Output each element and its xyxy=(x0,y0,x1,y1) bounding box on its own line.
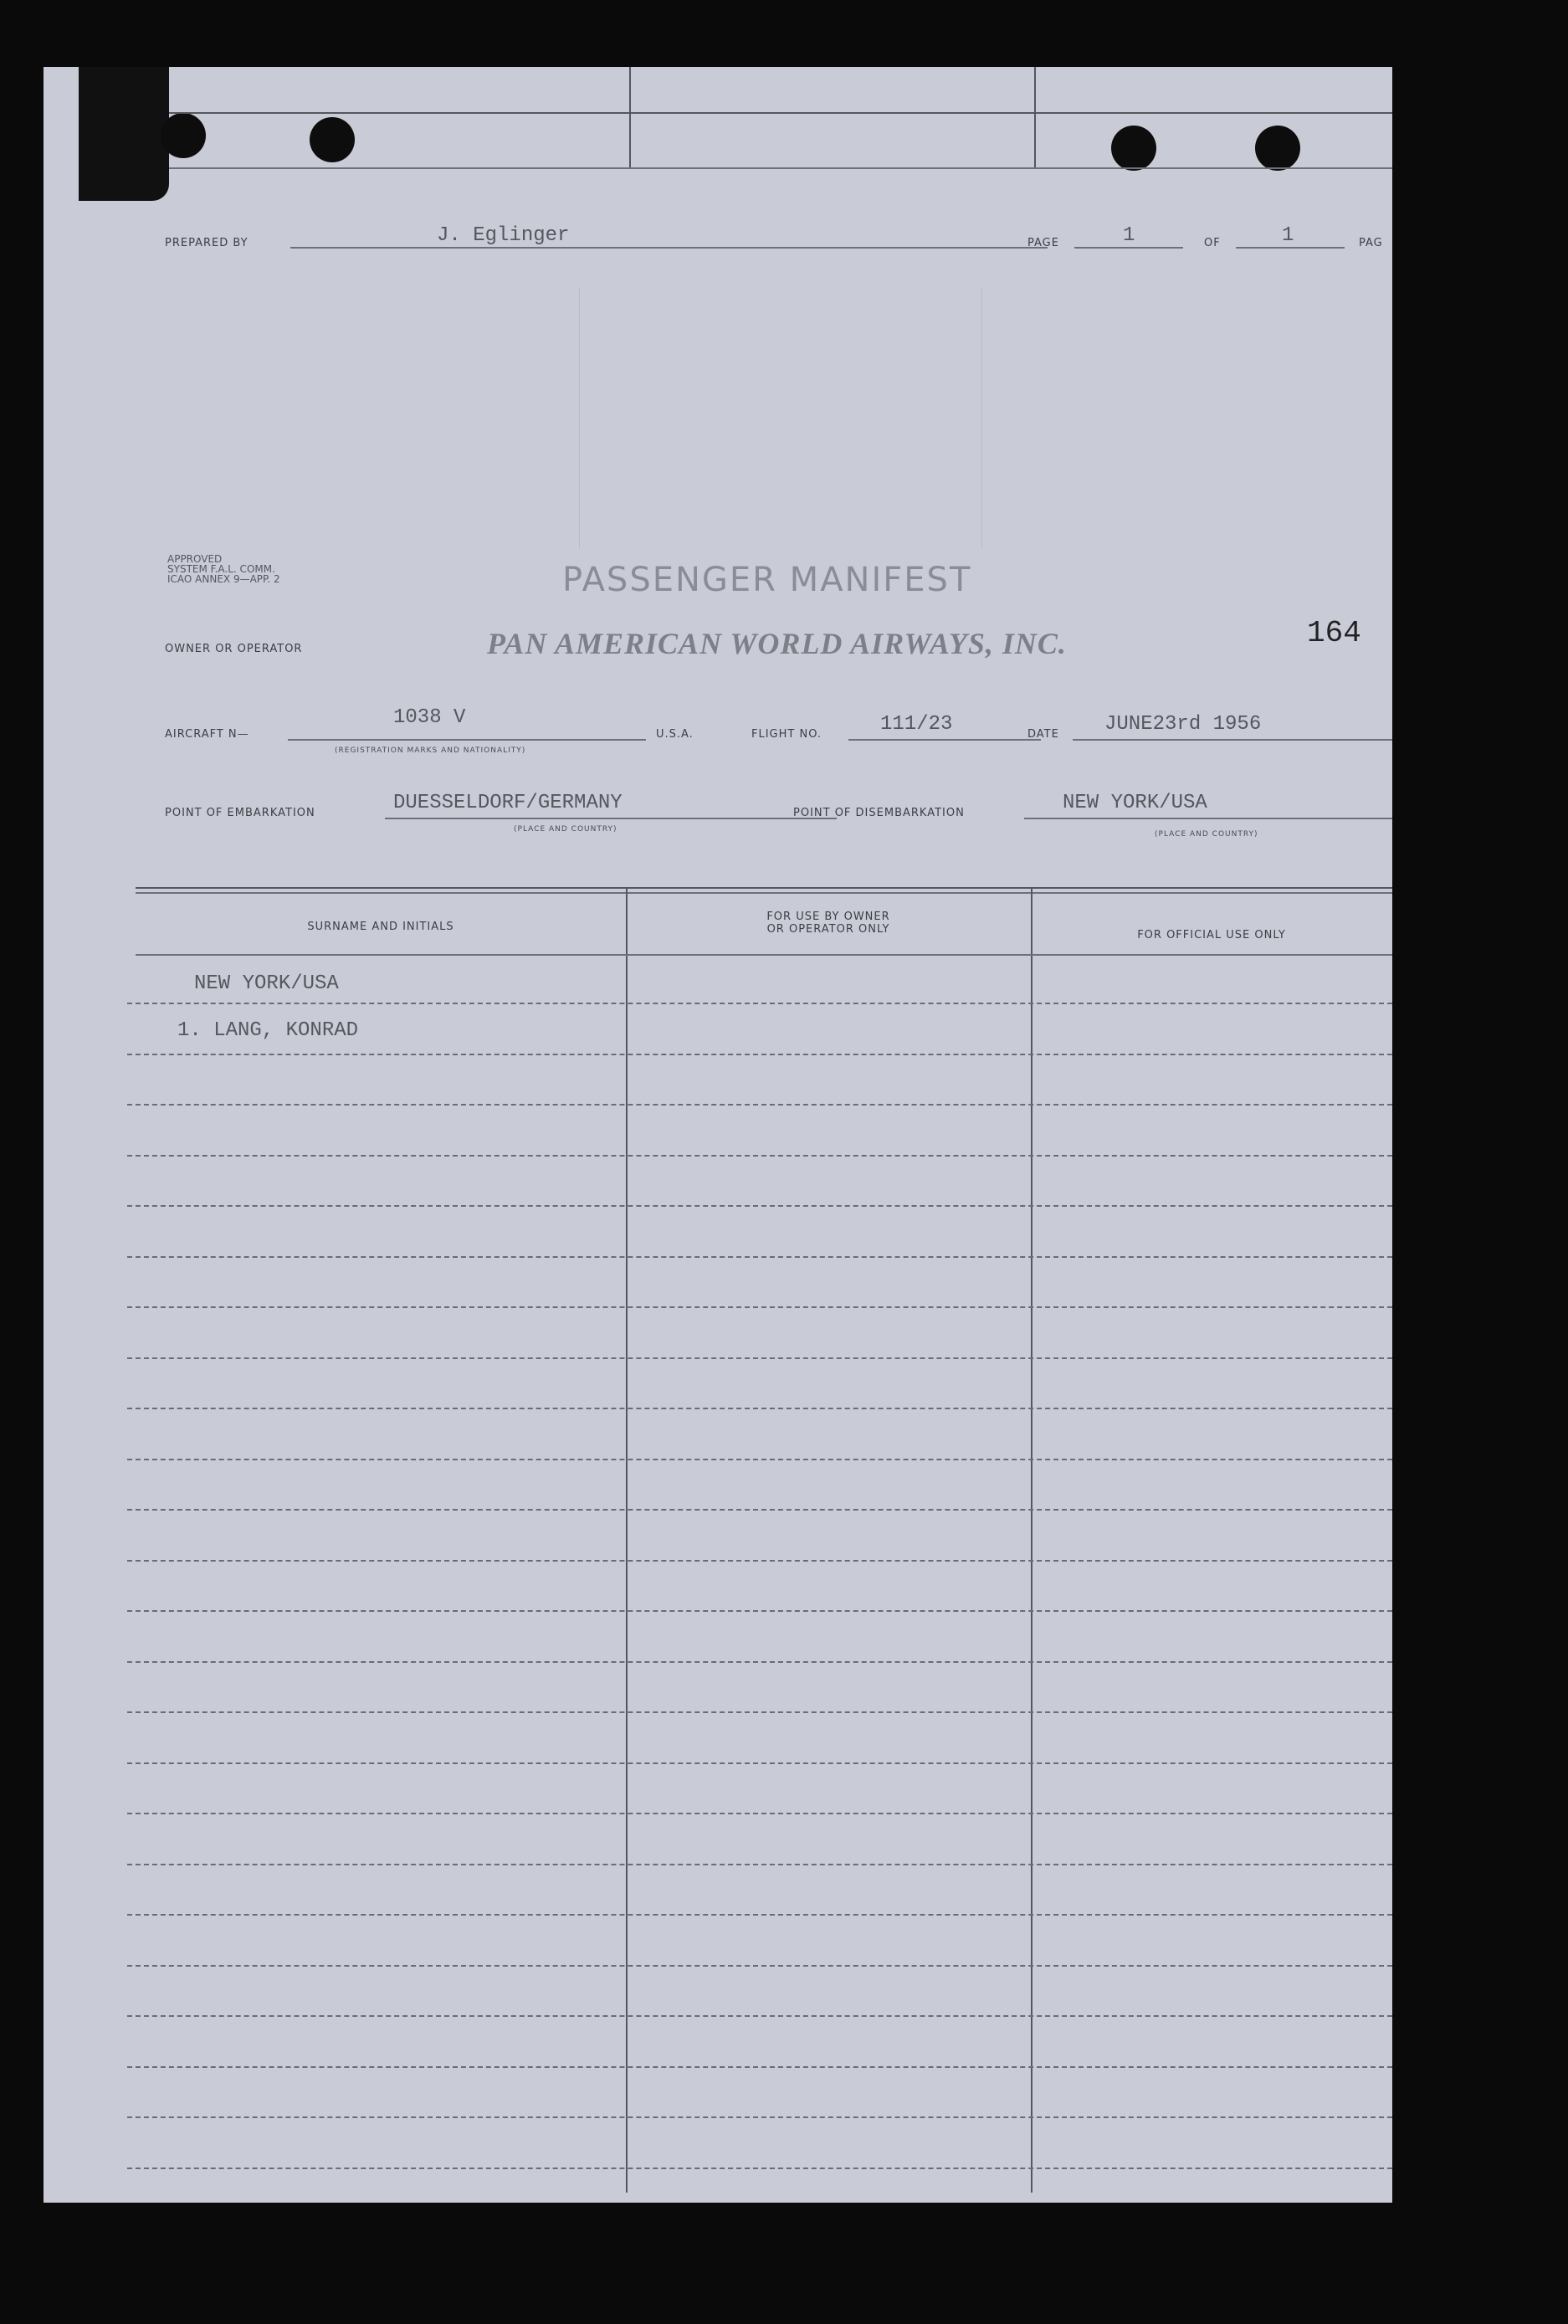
surname-header: SURNAME AND INITIALS xyxy=(307,921,454,933)
flight-label: FLIGHT NO. xyxy=(751,728,822,741)
list-item: 1. LANG, KONRAD xyxy=(177,1019,359,1042)
owner-label: OWNER OR OPERATOR xyxy=(165,643,303,655)
date-line xyxy=(1073,739,1392,741)
registration-note: (REGISTRATION MARKS AND NATIONALITY) xyxy=(335,746,526,755)
aircraft-label: AIRCRAFT N— xyxy=(165,728,249,741)
embarkation-line xyxy=(385,818,837,819)
table-row-rule xyxy=(127,2168,1392,2169)
disembarkation-line xyxy=(1024,818,1392,819)
top-rule xyxy=(169,112,1392,114)
manifest-sheet xyxy=(44,67,1392,2203)
table-row-rule xyxy=(127,1661,1392,1663)
punch-hole xyxy=(1111,126,1156,171)
table-top-rule xyxy=(136,892,1392,894)
prepared-by-label: PREPARED BY xyxy=(165,237,249,249)
table-row-rule xyxy=(127,2116,1392,2118)
official-use-header: FOR OFFICIAL USE ONLY xyxy=(1137,929,1286,941)
table-row-rule xyxy=(127,1155,1392,1157)
approved-note: APPROVED SYSTEM F.A.L. COMM. ICAO ANNEX 9—APP. 2 xyxy=(167,553,280,585)
aircraft-line xyxy=(288,739,646,741)
header-rule xyxy=(136,954,1392,956)
country-label: U.S.A. xyxy=(656,728,694,741)
punch-hole xyxy=(310,117,355,162)
table-row-rule xyxy=(127,1509,1392,1511)
pages-label: PAG xyxy=(1359,237,1383,249)
owner-use-header: FOR USE BY OWNER OR OPERATOR ONLY xyxy=(766,911,890,936)
form-title: PASSENGER MANIFEST xyxy=(562,561,972,599)
table-top-rule xyxy=(136,887,1392,889)
table-row-rule xyxy=(127,1813,1392,1814)
of-value: 1 xyxy=(1282,224,1294,247)
flight-value: 111/23 xyxy=(880,713,953,736)
operator-name: PAN AMERICAN WORLD AIRWAYS, INC. xyxy=(487,627,1067,660)
of-label: OF xyxy=(1204,237,1221,249)
table-row-rule xyxy=(127,1104,1392,1106)
embarkation-value: DUESSELDORF/GERMANY xyxy=(393,792,623,814)
prepared-by-value: J. Eglinger xyxy=(437,224,570,247)
table-row-rule xyxy=(127,1864,1392,1865)
date-value: JUNE23rd 1956 xyxy=(1104,713,1262,736)
top-rule xyxy=(169,167,1392,169)
aircraft-value: 1038 V xyxy=(393,706,466,729)
stub-divider xyxy=(1034,67,1036,167)
table-row-rule xyxy=(127,1762,1392,1764)
prepared-by-line xyxy=(290,247,1048,249)
table-row-rule xyxy=(127,2015,1392,2017)
disembarkation-label: POINT OF DISEMBARKATION xyxy=(793,807,965,819)
table-row-rule xyxy=(127,1711,1392,1713)
punch-hole xyxy=(161,113,206,158)
table-row-rule xyxy=(127,1408,1392,1409)
disembarkation-value: NEW YORK/USA xyxy=(1063,792,1207,814)
of-line xyxy=(1236,247,1345,249)
table-row-rule xyxy=(127,1965,1392,1967)
table-divider-1 xyxy=(626,887,628,2193)
table-row-rule xyxy=(127,1560,1392,1562)
list-item: NEW YORK/USA xyxy=(194,972,339,995)
table-row-rule xyxy=(127,1256,1392,1258)
table-row-rule xyxy=(127,1357,1392,1359)
stamp-number: 164 xyxy=(1307,616,1361,650)
table-row-rule xyxy=(127,1205,1392,1207)
faded-stamp-area xyxy=(579,289,982,548)
disembarkation-note: (PLACE AND COUNTRY) xyxy=(1155,830,1258,839)
table-row-rule xyxy=(127,1306,1392,1308)
stub-divider xyxy=(629,67,631,167)
table-divider-2 xyxy=(1031,887,1033,2193)
date-label: DATE xyxy=(1027,728,1059,741)
table-row-rule xyxy=(127,1610,1392,1612)
table-row-rule xyxy=(127,1003,1392,1004)
table-row-rule xyxy=(127,2066,1392,2068)
embarkation-label: POINT OF EMBARKATION xyxy=(165,807,315,819)
page-label: PAGE xyxy=(1027,237,1059,249)
table-row-rule xyxy=(127,1054,1392,1055)
page-value: 1 xyxy=(1123,224,1135,247)
flight-line xyxy=(848,739,1041,741)
torn-corner xyxy=(79,67,169,201)
page-line xyxy=(1074,247,1183,249)
punch-hole xyxy=(1255,126,1300,171)
table-row-rule xyxy=(127,1914,1392,1916)
table-row-rule xyxy=(127,1459,1392,1460)
embarkation-note: (PLACE AND COUNTRY) xyxy=(514,825,617,834)
